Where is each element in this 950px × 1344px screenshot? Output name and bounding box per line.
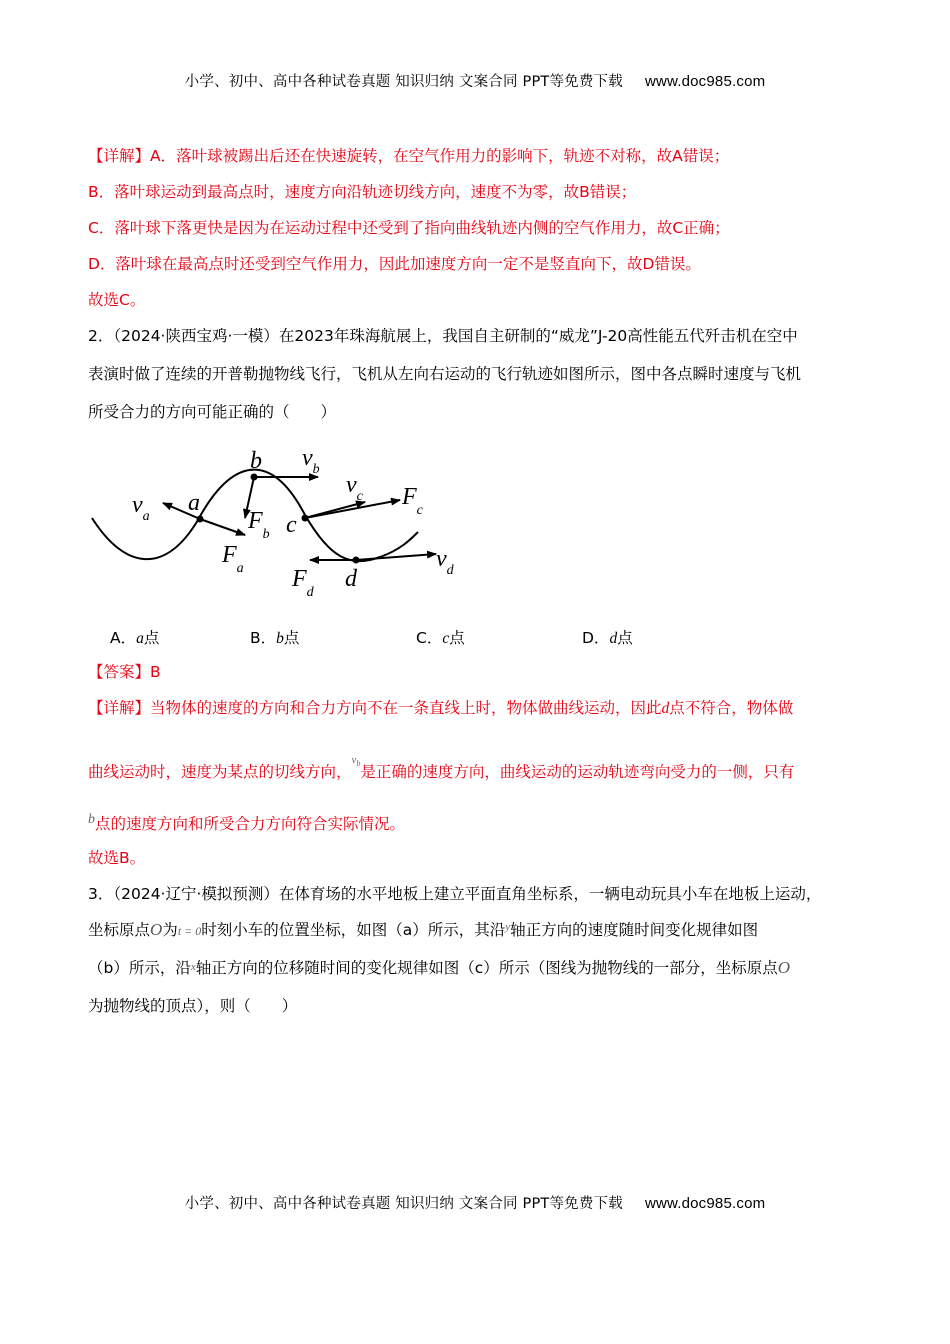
q1-detail-a: 【详解】A．落叶球被踢出后还在快速旋转，在空气作用力的影响下，轨迹不对称，故A错误； [88,147,730,165]
choice-a[interactable]: A．a点 [110,629,160,647]
arrow-fa [200,519,245,535]
label-fa: $F_a$ [222,542,244,576]
choice-d[interactable]: D．d点 [582,629,633,647]
label-point-a: a [188,490,200,516]
label-va: $v_a$ [132,492,150,524]
page-footer [0,1192,950,1213]
q2-trajectory-figure [80,440,480,610]
q1-conclusion: 故选C。 [88,291,146,309]
label-vb: $v_b$ [302,445,320,477]
arrow-vd [356,554,436,560]
q2-stem-line3: 所受合力的方向可能正确的（ ） [88,403,337,421]
label-vd: $v_d$ [436,546,454,578]
choice-c[interactable]: C．c点 [416,629,465,647]
q3-stem-line2: 坐标原点O为t = 0时刻小车的位置坐标，如图（a）所示，其沿$^y$轴正方向的速度随时间变化规律如图 [88,920,759,939]
footer-text: 小学、初中、高中各种试卷真题 知识归纳 文案合同 PPT等免费下载 [184,1196,623,1212]
q1-detail-c: C．落叶球下落更快是因为在运动过程中还受到了指向曲线轨迹内侧的空气作用力，故C正确； [88,219,730,237]
label-point-d: d [345,566,357,592]
label-point-b: b [250,448,262,474]
page-header [0,70,950,91]
q3-stem-line1: 3．（2024·辽宁·模拟预测）在体育场的水平地板上建立平面直角坐标系，一辆电动玩具小车在地板上运动， [88,885,822,903]
q2-stem-line2: 表演时做了连续的开普勒抛物线飞行，飞机从左向右运动的飞行轨迹如图所示，图中各点瞬时速度与飞机 [88,365,802,383]
q2-stem-line1: 2．（2024·陕西宝鸡·一模）在2023年珠海航展上，我国自主研制的“威龙”J-20高性能五代歼击机在空中 [88,327,798,345]
label-fc: $F_c$ [402,484,423,518]
q2-detail-line2: 曲线运动时，速度为某点的切线方向，$^{v_b}$是正确的速度方向，曲线运动的运动轨迹弯向受力的一侧，只有 [88,754,795,781]
q2-answer: 【答案】B [88,663,161,681]
q3-stem-line4: 为抛物线的顶点），则（ ） [88,997,298,1015]
header-text: 小学、初中、高中各种试卷真题 知识归纳 文案合同 PPT等免费下载 [184,74,623,90]
q2-detail-line3: b点的速度方向和所受合力方向符合实际情况。 [88,812,406,833]
q2-detail-line1: 【详解】当物体的速度的方向和合力方向不在一条直线上时，物体做曲线运动，因此d点不符合，物体做 [88,699,794,717]
choice-b[interactable]: B．b点 [250,629,300,647]
q1-detail-d: D．落叶球在最高点时还受到空气作用力，因此加速度方向一定不是竖直向下，故D错误。 [88,255,701,273]
q2-conclusion: 故选B。 [88,849,146,867]
q1-detail-b: B．落叶球运动到最高点时，速度方向沿轨迹切线方向，速度不为零，故B错误； [88,183,637,201]
footer-site[interactable]: www.doc985.com [644,1195,766,1212]
label-fb: $F_b$ [248,508,270,542]
q3-stem-line3: （b）所示，沿x轴正方向的位移随时间的变化规律如图（c）所示（图线为抛物线的一部分，坐标原点O [88,958,791,977]
header-site[interactable]: www.doc985.com [644,73,766,90]
label-fd: $F_d$ [292,566,314,600]
arrow-fc [305,500,400,518]
label-vc: $v_c$ [346,472,363,504]
label-point-c: c [286,512,297,538]
